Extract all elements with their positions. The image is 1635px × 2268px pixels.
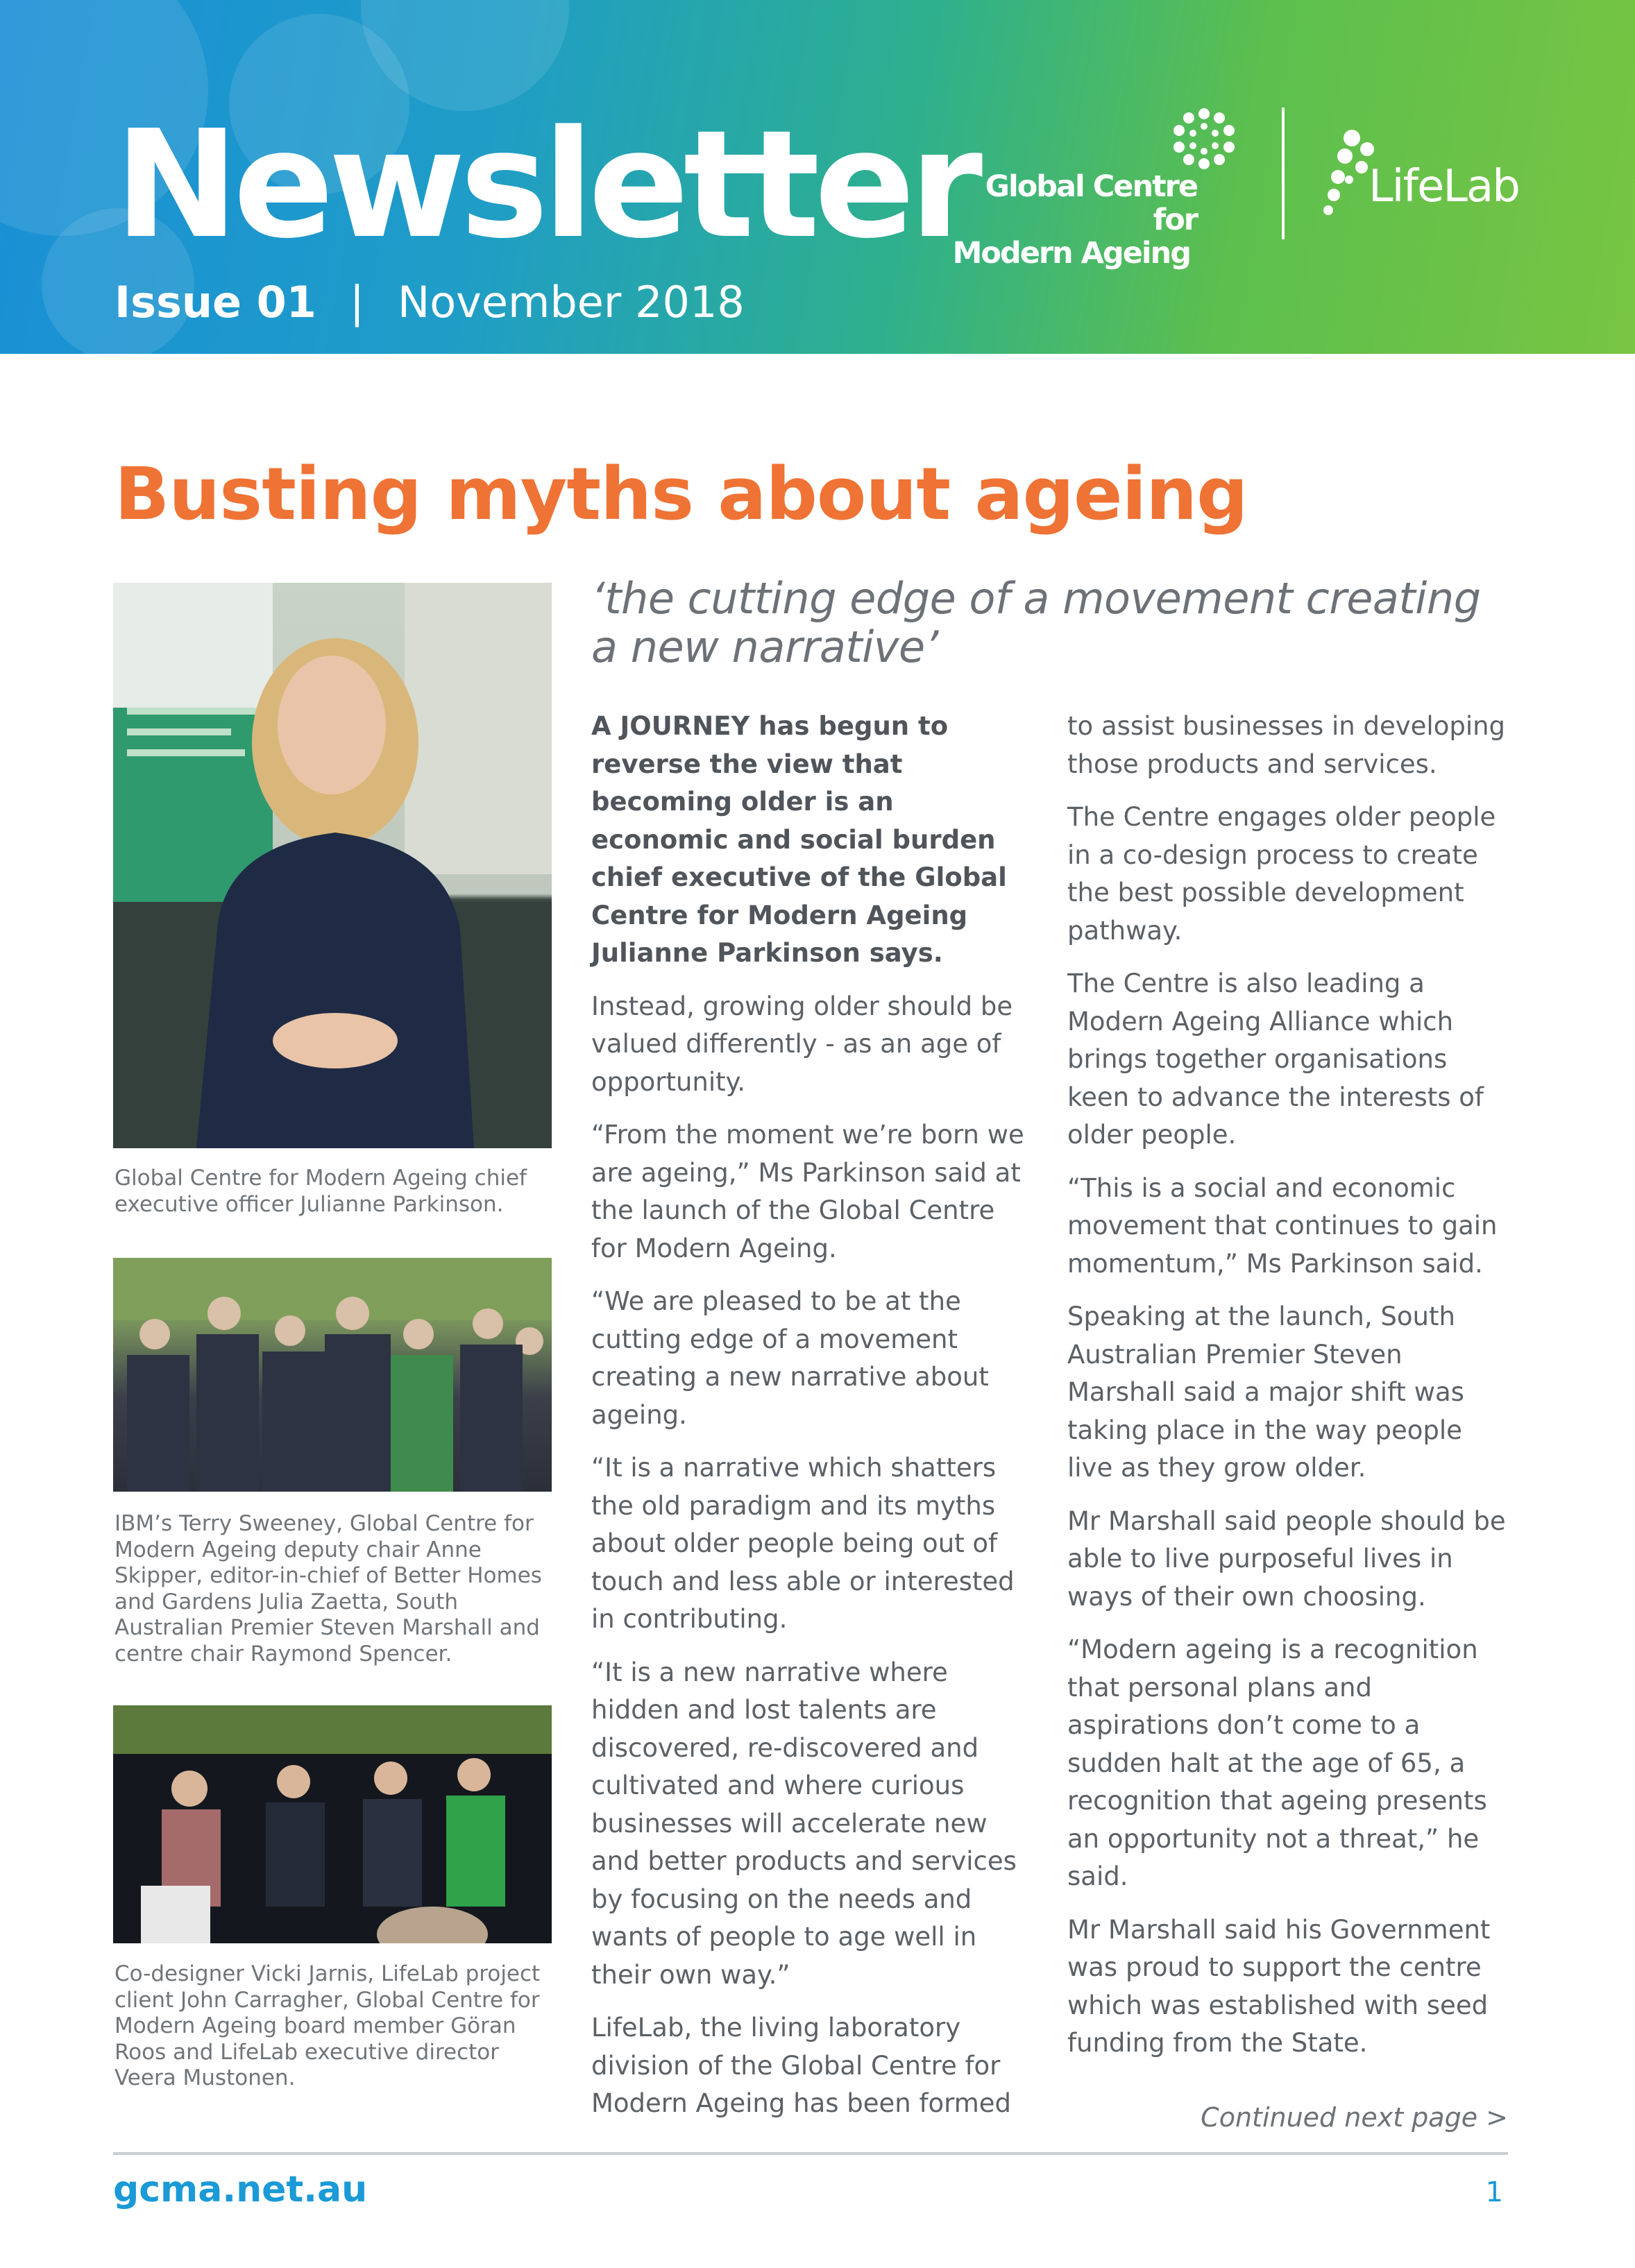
photo-panel bbox=[113, 1705, 552, 1943]
website-link[interactable]: gcma.net.au bbox=[113, 2169, 368, 2210]
article-headline: Busting myths about ageing bbox=[115, 452, 1248, 536]
article-paragraph: Mr Marshall said his Government was proud to support the centre which was established with seed funding from the State. bbox=[1067, 1914, 1491, 2058]
lifelab-logo bbox=[1319, 128, 1520, 219]
article-paragraph: to assist businesses in developing those products and services. bbox=[1067, 711, 1506, 779]
issue-number: Issue 01 bbox=[115, 277, 316, 327]
newsletter-title: Newsletter bbox=[115, 99, 978, 271]
header-banner bbox=[0, 0, 1635, 354]
article-paragraph: “From the moment we’re born we are ageing,” Ms Parkinson said at the launch of the Global Centre for Modern Ageing. bbox=[591, 1120, 1024, 1263]
article-paragraph: Mr Marshall said people should be able to live purposeful lives in ways of their own choosing. bbox=[1067, 1506, 1506, 1612]
gcma-dots-ring-icon bbox=[1169, 104, 1239, 173]
article-paragraph: “It is a narrative which shatters the old paradigm and its myths about older people being out of touch and less able or interested in contributing. bbox=[591, 1453, 1015, 1634]
gcma-logo-line2: Modern Ageing bbox=[952, 236, 1190, 271]
article-paragraph: The Centre is also leading a Modern Ageing Alliance which brings together organisations keen to advance the interests of older people. bbox=[1067, 969, 1484, 1150]
issue-line bbox=[115, 277, 745, 327]
article-paragraph: LifeLab, the living laboratory division of the Global Centre for Modern Ageing has been formed bbox=[591, 2013, 1012, 2118]
article-paragraph: Speaking at the launch, South Australian Premier Steven Marshall said a major shift was taking place in the way people live as they grow older. bbox=[1067, 1302, 1464, 1483]
article-lead-paragraph: A JOURNEY has begun to reverse the view that becoming older is an economic and social burden chief executive of the Global Centre for Modern Ageing Julianne Parkinson says. bbox=[591, 711, 1007, 968]
photo-caption: Co-designer Vicki Jarnis, LifeLab project client John Carragher, Global Centre for Modern Ageing board member Göran Roos and LifeLab executive director Veera Mustonen. bbox=[115, 1961, 541, 2090]
article-column-1 bbox=[591, 708, 1035, 2138]
article-paragraph: The Centre engages older people in a co-design process to create the best possible development pathway. bbox=[1067, 802, 1496, 946]
panel-illustration bbox=[113, 1705, 552, 1943]
audience-illustration bbox=[113, 1258, 552, 1492]
footer-divider bbox=[113, 2152, 1508, 2155]
article-paragraph: “Modern ageing is a recognition that personal plans and aspirations don’t come to a sudden halt at the age of 65, a recognition that ageing presents an opportunity not a threat,” he said. bbox=[1067, 1635, 1487, 1891]
article-paragraph: “We are pleased to be at the cutting edge of a movement creating a new narrative about ageing. bbox=[591, 1286, 989, 1430]
logo-divider bbox=[1282, 108, 1285, 239]
portrait-illustration bbox=[113, 583, 552, 1148]
issue-separator: | bbox=[349, 277, 364, 327]
photo-caption: IBM’s Terry Sweeney, Global Centre for Modern Ageing deputy chair Anne Skipper, editor-in-chief of Better Homes and Gardens Julia Zaetta, South Australian Premier Steven Marshall and centre chair Raymond Spencer. bbox=[115, 1511, 542, 1666]
article-paragraph: Instead, growing older should be valued differently - as an age of opportunity. bbox=[591, 991, 1013, 1097]
pull-quote: ‘the cutting edge of a movement creating a new narrative’ bbox=[591, 573, 1481, 672]
page-number: 1 bbox=[1485, 2176, 1503, 2208]
lifelab-logo-text: LifeLab bbox=[1369, 161, 1519, 212]
photo-audience bbox=[113, 1258, 552, 1492]
article-paragraph: “It is a new narrative where hidden and lost talents are discovered, re-discovered and cultivated and where curious businesses will accelerate new and better products and services by focusing on the needs and wants of people to age well in their own way.” bbox=[591, 1657, 1017, 1990]
article-column-2 bbox=[1067, 708, 1511, 2078]
gcma-logo-text bbox=[933, 170, 1197, 270]
photo-caption: Global Centre for Modern Ageing chief executive officer Julianne Parkinson. bbox=[115, 1166, 527, 1217]
gcma-logo bbox=[933, 104, 1211, 271]
issue-date: November 2018 bbox=[397, 277, 745, 327]
gcma-logo-line1: Global Centre for bbox=[985, 169, 1197, 237]
photo-julianne-parkinson bbox=[113, 583, 552, 1148]
article-paragraph: “This is a social and economic movement that continues to gain momentum,” Ms Parkinson said. bbox=[1067, 1173, 1498, 1279]
continued-next-page-link[interactable]: Continued next page > bbox=[1201, 2102, 1508, 2133]
